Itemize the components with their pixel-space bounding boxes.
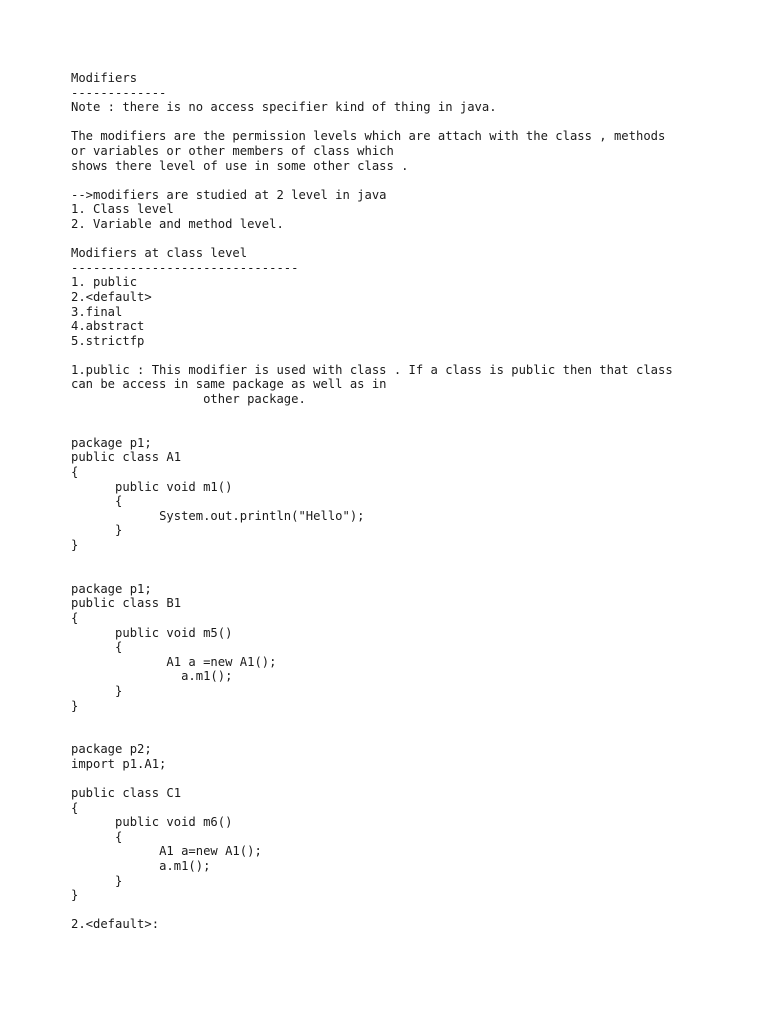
document-line	[71, 232, 731, 247]
document-line: a.m1();	[71, 859, 211, 874]
document-line: public void m5()	[71, 625, 233, 640]
document-line: package p2;	[71, 742, 152, 757]
document-line	[71, 728, 731, 743]
document-line: 2. Variable and method level.	[71, 216, 284, 231]
document-line: Modifiers at class level	[71, 246, 248, 261]
document-line: 1.public : This modifier is used with class . If a class is public then that class	[71, 362, 673, 377]
document-line: 2.<default>:	[71, 917, 160, 932]
document-line: -------------------------------	[71, 260, 299, 275]
document-line	[71, 115, 731, 130]
document-line: public class A1	[71, 450, 182, 465]
document-line: {	[71, 610, 79, 625]
document-line: shows there level of use in some other class .	[71, 158, 409, 173]
document-line: }	[71, 523, 123, 538]
document-line: A1 a =new A1();	[71, 654, 277, 669]
document-line	[71, 903, 731, 918]
document-line	[71, 173, 731, 188]
document-line: Note : there is no access specifier kind of thing in java.	[71, 100, 497, 115]
document-line: public class C1	[71, 786, 182, 801]
document-line: 2.<default>	[71, 289, 152, 304]
document-line: a.m1();	[71, 669, 233, 684]
document-line	[71, 553, 731, 568]
document-line: Modifiers	[71, 71, 138, 85]
document-line: {	[71, 800, 79, 815]
document-line: 3.final	[71, 304, 123, 319]
document-line: {	[71, 465, 79, 480]
document-line: -->modifiers are studied at 2 level in java	[71, 187, 387, 202]
document-line: }	[71, 538, 79, 552]
document-line: public class B1	[71, 596, 182, 611]
document-line	[71, 772, 731, 787]
document-line: The modifiers are the permission levels which are attach with the class , methods	[71, 129, 666, 144]
document-line	[71, 348, 731, 363]
document-line: System.out.println("Hello");	[71, 508, 365, 523]
document-line: 5.strictfp	[71, 333, 145, 348]
document-line: public void m1()	[71, 479, 233, 494]
document-line: can be access in same package as well as in	[71, 377, 387, 392]
document-line	[71, 713, 731, 728]
document-line: 4.abstract	[71, 319, 145, 334]
document-line: or variables or other members of class which	[71, 143, 394, 158]
document-line: {	[71, 829, 123, 844]
document-line: }	[71, 683, 123, 698]
document-line: 1. Class level	[71, 202, 174, 217]
document-line: public void m6()	[71, 815, 233, 830]
document-line: A1 a=new A1();	[71, 844, 262, 859]
document-line	[71, 407, 731, 422]
document-line: package p1;	[71, 435, 152, 450]
document-line: }	[71, 698, 79, 713]
document-line	[71, 567, 731, 582]
document-line: package p1;	[71, 581, 152, 596]
document-line: }	[71, 888, 79, 903]
document-line: import p1.A1;	[71, 756, 167, 771]
document-line: other package.	[71, 392, 306, 407]
document-page	[71, 71, 731, 932]
document-line: {	[71, 640, 123, 655]
document-line	[71, 421, 731, 436]
document-line: {	[71, 494, 123, 509]
document-line: 1. public	[71, 275, 138, 290]
document-line: -------------	[71, 85, 167, 100]
document-line: }	[71, 873, 123, 888]
